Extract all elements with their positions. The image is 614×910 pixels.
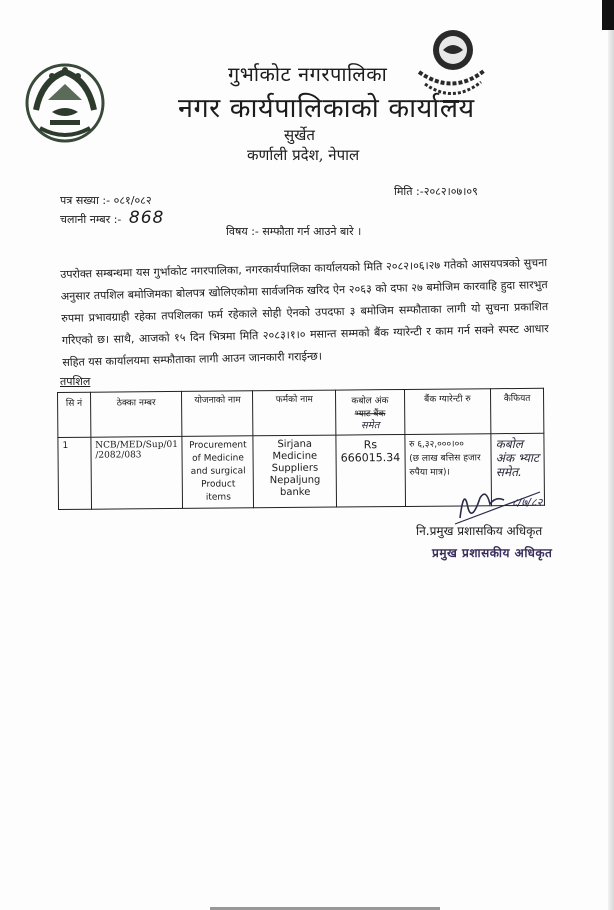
municipality-name: गुर्भाकोट नगरपालिका [228, 62, 388, 86]
letter-date [394, 184, 478, 199]
province-country: कर्णाली प्रदेश, नेपाल [247, 146, 360, 164]
subject-text: सम्फौता गर्न आउने बारे । [262, 225, 362, 238]
header-bid-main: कबोल अंक [351, 396, 389, 407]
bid-currency: Rs [363, 438, 378, 452]
letter-number [60, 193, 152, 208]
official-stamp: प्रमुख प्रशासकीय अधिकृत [432, 546, 553, 560]
subject-label: विषय :- [226, 225, 259, 238]
cell-firm-name: Sirjana Medicine Suppliers Nepaljung banke [253, 435, 336, 508]
letter-number-label: पत्र सख्या :- [60, 194, 111, 207]
guarantee-amount: रु ६,३२,०००।०० [409, 439, 464, 450]
body-paragraph: उपरोक्त सम्बन्धमा यस गुर्भाकोट नगरपालिका, नगरकार्यपालिका कार्यालयको मिति २०८२।०६।२७ गतेको आसयपत्रको सुचना अनुसार तपशिल बमोजिमका बोलपत्र खोलिएकोमा सार्वजनिक खरिद ऐन २०६३ को दफा २७ बमोजिम कारवाहि हुदा सारभुत रुपमा प्रभावग्राही रहेका तपशिलका फर्म रहेकाले सोही ऐनको उपदफा ३ बमोजिम सम्फौताका लागी यो सुचना प्रकाशित गरिएको छ। साथै, आजको १५ दिन भित्रमा मिति २०८३।१।० मसान्त सम्मको बैंक ग्यारेन्टी र काम गर्न सक्ने स्पस्ट आधार सहित यस कार्यालयमा सम्फौताका लागी आउन जानकारी गराईन्छ। [60, 256, 549, 369]
header-firm-name: फर्मको नाम [253, 390, 336, 436]
guarantee-words: (छ लाख बत्तिस हजार रुपैया मात्र)। [409, 453, 481, 478]
subject-line [226, 224, 361, 239]
header-contract-number: ठेक्का नम्बर [90, 391, 182, 437]
header-bid-handnote: समेत [360, 420, 380, 432]
header-bid-amount [336, 389, 405, 435]
cell-scheme-name: Procurement of Medicine and surgical Product items [182, 436, 254, 509]
signatory-title: नि.प्रमुख प्रशासकिय अधिकृत [416, 524, 543, 538]
dispatch-number-value: 868 [128, 208, 165, 228]
date-value: २०८२।०७।०९ [423, 185, 478, 198]
nepal-coat-of-arms-icon [22, 60, 108, 146]
dispatch-number-label: चलानी नम्बर :- [60, 213, 122, 226]
details-heading: तपशिल [60, 375, 91, 388]
header-bid-struck: भ्याट बैंक [354, 409, 386, 420]
dispatch-number [60, 208, 164, 228]
office-location: सुर्खेत [284, 126, 315, 144]
cell-bid-amount [336, 434, 405, 507]
scan-corner-shadow [602, 0, 614, 30]
office-name: नगर कार्यपालिकाको कार्यालय [178, 93, 475, 124]
header-bank-guarantee: बैंक ग्यारेन्टी रु [404, 389, 491, 435]
bid-value: 666015.34 [340, 451, 401, 465]
cell-contract-number: NCB/MED/Sup/01 /2082/083 [91, 436, 183, 509]
cell-sn: 1 [58, 437, 91, 509]
page-edge [608, 0, 614, 910]
header-sn: सि नं [58, 392, 91, 437]
letter-number-value: ०८१/०८२ [113, 194, 152, 207]
table-header-row [58, 388, 544, 437]
signature-date: ८/७/८२ [512, 496, 543, 509]
signature-icon [450, 478, 550, 528]
date-label: मिति :- [394, 185, 424, 198]
cell-remarks: कबोल अंक भ्याट समेत. [491, 433, 544, 505]
header-scheme-name: योजनाको नाम [182, 391, 253, 437]
header-remarks: कैफियत [491, 388, 544, 433]
